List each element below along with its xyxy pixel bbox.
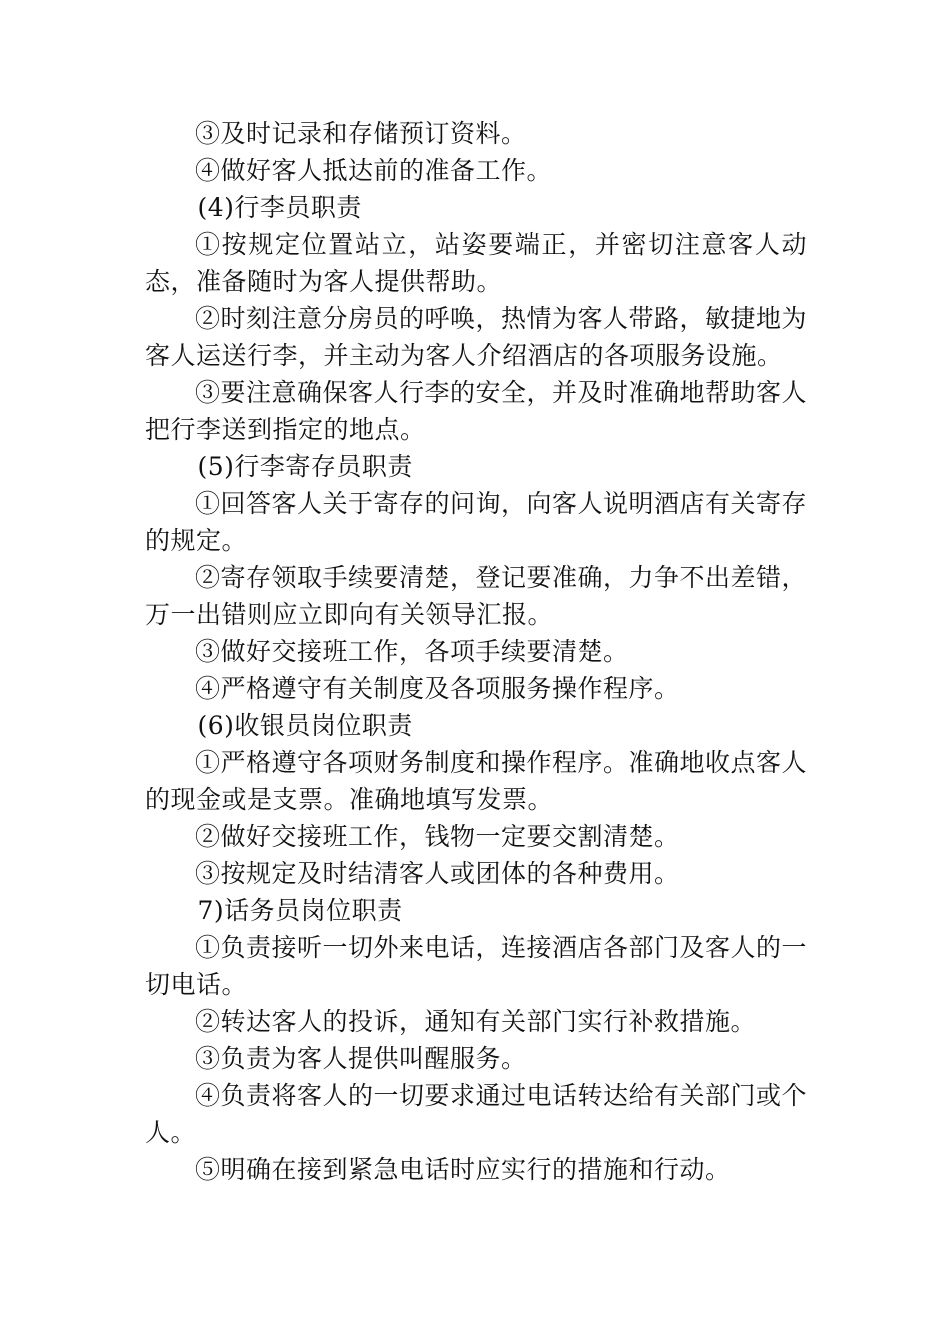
section-heading: 7)话务员岗位职责 [197,896,403,925]
paragraph-item: ①严格遵守各项财务制度和操作程序。准确地收点客人的现金或是支票。准确地填写发票。 [145,748,808,814]
paragraph-item: ②时刻注意分房员的呼唤，热情为客人带路，敏捷地为客人运送行李，并主动为客人介绍酒店的各项服务设施。 [145,304,808,370]
paragraph-item: ①负责接听一切外来电话，连接酒店各部门及客人的一切电话。 [145,933,808,999]
paragraph-item: ②转达客人的投诉，通知有关部门实行补救措施。 [195,1007,757,1036]
paragraph-item: ②寄存领取手续要清楚，登记要准确，力争不出差错，万一出错则应立即向有关领导汇报。 [145,563,808,629]
paragraph-item: ④做好客人抵达前的准备工作。 [195,156,553,185]
paragraph-item: ⑤明确在接到紧急电话时应实行的措施和行动。 [195,1155,731,1184]
paragraph-item: ①回答客人关于寄存的问询，向客人说明酒店有关寄存的规定。 [145,489,808,555]
paragraph-item: ①按规定位置站立，站姿要端正，并密切注意客人动态，准备随时为客人提供帮助。 [145,230,807,296]
paragraph-item: ④严格遵守有关制度及各项服务操作程序。 [195,674,680,703]
paragraph-item: ③及时记录和存储预订资料。 [195,119,527,148]
paragraph-item: ③负责为客人提供叫醒服务。 [195,1044,527,1073]
paragraph-item: ②做好交接班工作，钱物一定要交割清楚。 [195,822,680,851]
paragraph-item: ④负责将客人的一切要求通过电话转达给有关部门或个人。 [145,1081,808,1147]
section-heading: (5)行李寄存员职责 [197,452,413,481]
paragraph-item: ③做好交接班工作，各项手续要清楚。 [195,637,629,666]
section-heading: (6)收银员岗位职责 [197,711,413,740]
paragraph-item: ③按规定及时结清客人或团体的各种费用。 [195,859,680,888]
section-heading: (4)行李员职责 [197,193,362,222]
paragraph-item: ③要注意确保客人行李的安全，并及时准确地帮助客人把行李送到指定的地点。 [145,378,808,444]
document-body [145,115,807,1188]
